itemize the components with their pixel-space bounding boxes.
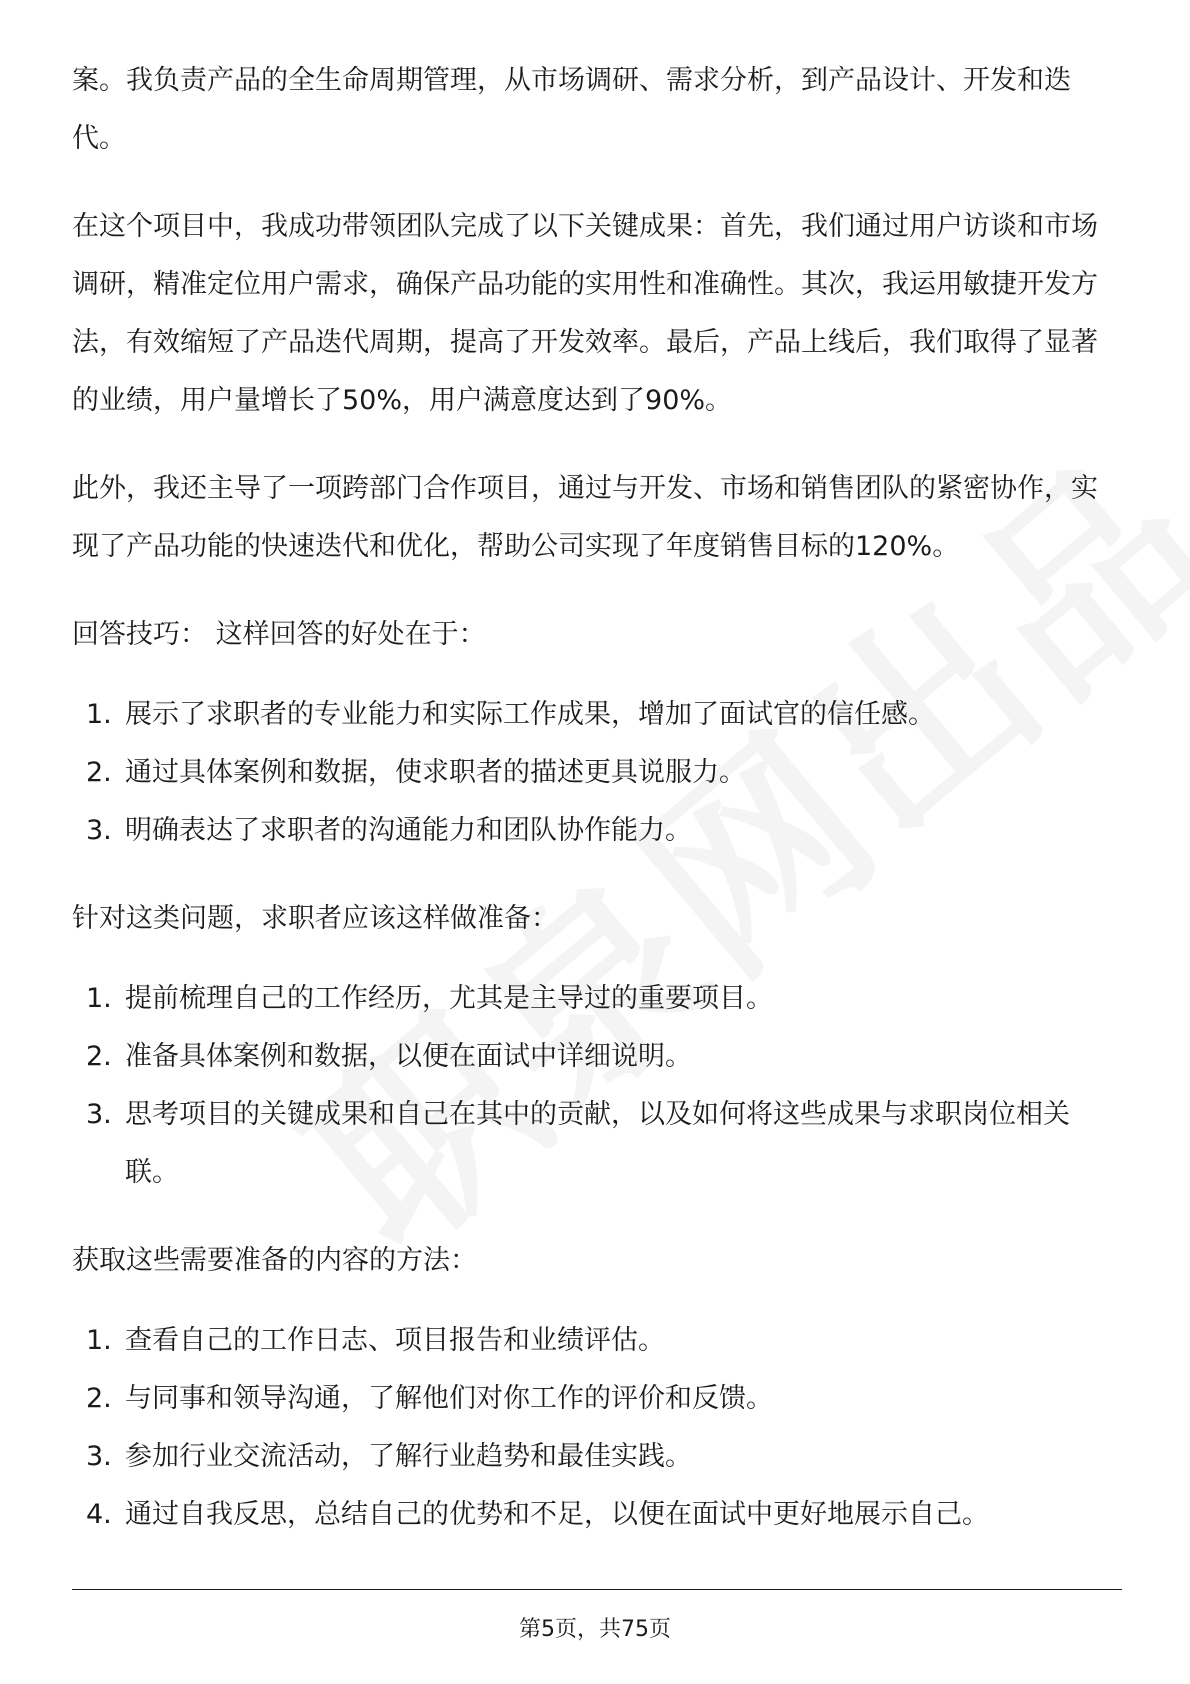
list-number: 3. — [86, 1099, 112, 1130]
list-item-text: 明确表达了求职者的沟通能力和团队协作能力。 — [125, 815, 692, 846]
list-item — [72, 1370, 1122, 1428]
list-number: 1. — [86, 983, 112, 1014]
list-number: 1. — [86, 699, 112, 730]
list-item — [72, 970, 1122, 1028]
preparation-list — [72, 970, 1122, 1202]
list-item — [72, 1486, 1122, 1544]
list-number: 2. — [86, 1383, 112, 1414]
list-item — [72, 1312, 1122, 1370]
answer-tips-list — [72, 686, 1122, 860]
list-item-text: 与同事和领导沟通，了解他们对你工作的评价和反馈。 — [125, 1383, 773, 1414]
list-item — [72, 1086, 1122, 1202]
list-item — [72, 744, 1122, 802]
paragraph-1: 案。我负责产品的全生命周期管理，从市场调研、需求分析，到产品设计、开发和迭代。 — [72, 65, 1071, 154]
list-item — [72, 686, 1122, 744]
list-item — [72, 1028, 1122, 1086]
list-number: 3. — [86, 815, 112, 846]
page-number: 第5页，共75页 — [519, 1617, 671, 1642]
list-item-text: 思考项目的关键成果和自己在其中的贡献，以及如何将这些成果与求职岗位相关联。 — [125, 1099, 1070, 1188]
list-item-text: 展示了求职者的专业能力和实际工作成果，增加了面试官的信任感。 — [125, 699, 935, 730]
footer-divider — [72, 1589, 1122, 1590]
section-heading-answer-tips: 回答技巧： 这样回答的好处在于： — [72, 619, 486, 650]
list-item-text: 通过具体案例和数据，使求职者的描述更具说服力。 — [125, 757, 746, 788]
list-number: 4. — [86, 1499, 112, 1530]
list-item-text: 准备具体案例和数据，以便在面试中详细说明。 — [125, 1041, 692, 1072]
list-item-text: 提前梳理自己的工作经历，尤其是主导过的重要项目。 — [125, 983, 773, 1014]
list-item-text: 查看自己的工作日志、项目报告和业绩评估。 — [125, 1325, 665, 1356]
methods-list — [72, 1312, 1122, 1544]
section-heading-preparation: 针对这类问题，求职者应该这样做准备： — [72, 903, 558, 934]
list-item — [72, 1428, 1122, 1486]
list-number: 2. — [86, 1041, 112, 1072]
list-item-text: 通过自我反思，总结自己的优势和不足，以便在面试中更好地展示自己。 — [125, 1499, 989, 1530]
list-number: 3. — [86, 1441, 112, 1472]
section-heading-methods: 获取这些需要准备的内容的方法： — [72, 1245, 477, 1276]
paragraph-3: 此外，我还主导了一项跨部门合作项目，通过与开发、市场和销售团队的紧密协作，实现了产品功能的快速迭代和优化，帮助公司实现了年度销售目标的120%。 — [72, 473, 1098, 562]
list-item — [72, 802, 1122, 860]
list-item-text: 参加行业交流活动，了解行业趋势和最佳实践。 — [125, 1441, 692, 1472]
document-body — [72, 52, 1122, 1574]
list-number: 1. — [86, 1325, 112, 1356]
paragraph-2: 在这个项目中，我成功带领团队完成了以下关键成果：首先，我们通过用户访谈和市场调研，精准定位用户需求，确保产品功能的实用性和准确性。其次，我运用敏捷开发方法，有效缩短了产品迭代周期，提高了开发效率。最后，产品上线后，我们取得了显著的业绩，用户量增长了50%，用户满意度达到了90%。 — [72, 211, 1098, 416]
list-number: 2. — [86, 757, 112, 788]
